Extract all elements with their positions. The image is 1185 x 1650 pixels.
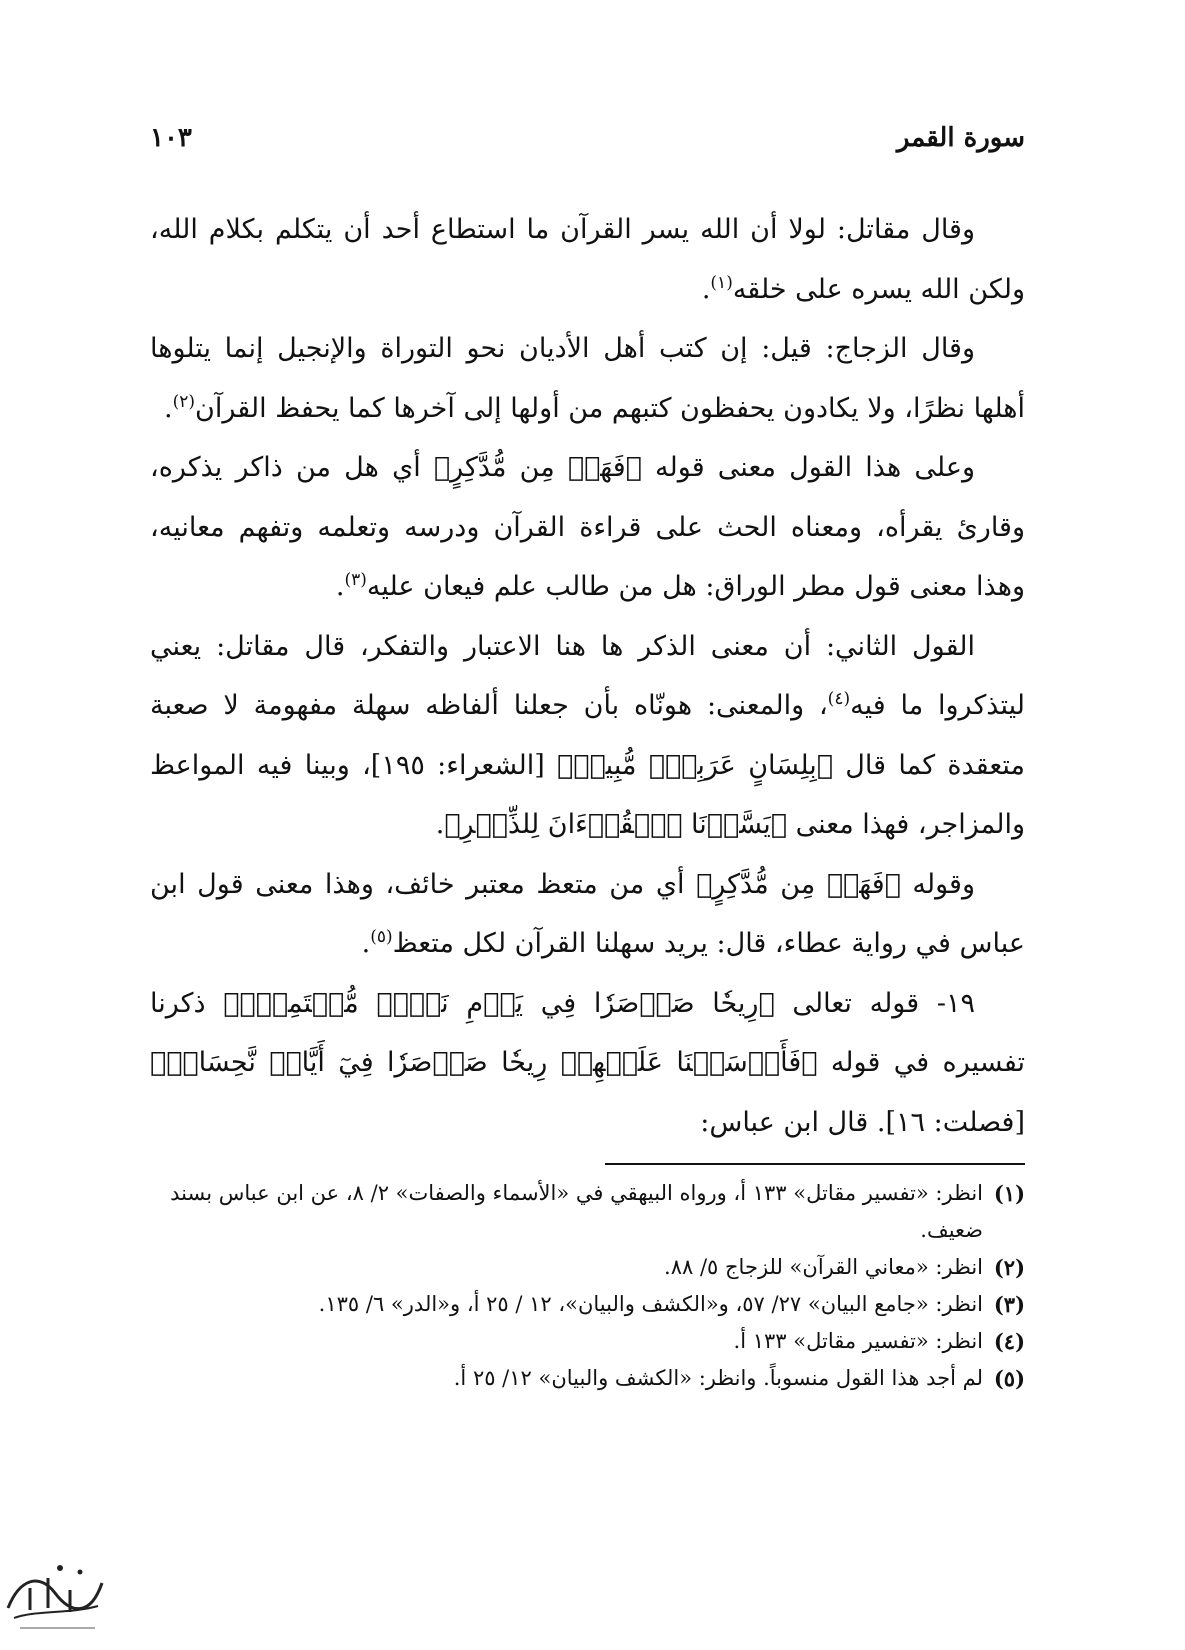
library-logo-icon [0,1548,110,1638]
footnote [150,1323,1025,1360]
paragraph-zajjaj: وقال الزجاج: قيل: إن كتب أهل الأديان نحو التوراة والإنجيل إنما يتلوها أهلها نظرًا، ولا يكادون يحفظون كتبهم من أولها إلى آخرها كما يحفظ القرآن$^{(٢)}$. [150,333,1025,424]
paragraph-meaning: وعلى هذا القول معنى قوله ﴿فَهَلۡ مِن مُّدَّكِرٍ﴾ أي هل من ذاكر يذكره، وقارئ يقرأه، ومعناه الحث على قراءة القرآن ودرسه وتعلمه وتفهم معانيه، وهذا معنى قول مطر الوراق: هل من طالب علم فيعان عليه$^{(٣)}$. [150,452,1025,602]
page-number: ١٠٣ [150,123,192,153]
surah-title: سورة القمر [896,123,1025,153]
note-marker-1: (١) [710,272,733,293]
footnote-number: (٤) [993,1329,1025,1354]
footnote-text: انظر: «تفسير مقاتل» ١٣٣ أ، ورواه البيهقي في «الأسماء والصفات» ٢/ ٨، عن ابن عباس بسند ضعيف. [170,1181,983,1242]
paragraph-muqatil: وقال مقاتل: لولا أن الله يسر القرآن ما استطاع أحد أن يتكلم بكلام الله، ولكن الله يسره على خلقه$^{(١)}$. [150,214,1025,305]
footnote-separator [605,1163,1025,1165]
note-marker-2: (٢) [172,391,196,412]
footnotes [150,1175,1025,1397]
footnote-text: انظر: «معاني القرآن» للزجاج ٥/ ٨٨. [664,1255,983,1279]
footnote [150,1360,1025,1397]
footnote-text: انظر: «جامع البيان» ٢٧/ ٥٧، و«الكشف والبيان»، ١٢ / ٢٥ أ، و«الدر» ٦/ ١٣٥. [318,1292,983,1316]
footnote-text: لم أجد هذا القول منسوباً. وانظر: «الكشف والبيان» ١٢/ ٢٥ أ. [453,1366,983,1390]
footnote [150,1175,1025,1249]
footnote [150,1249,1025,1286]
note-marker-5: (٥) [370,927,393,947]
paragraph-verse-19: ١٩- قوله تعالى ﴿رِيحٗا صَرۡصَرٗا فِي يَوۡمِ نَحۡسٖ مُّسۡتَمِرّٖ﴾ ذكرنا تفسيره في قوله ﴿فَأَرۡسَلۡنَا عَلَيۡهِمۡ رِيحٗا صَرۡصَرٗا فِيٓ أَيَّامٖ نَّحِسَاتٖ﴾ [فصلت: ١٦]. قال ابن عباس: [150,987,1025,1138]
note-marker-3: (٣) [344,570,367,590]
main-text [150,200,1025,1152]
paragraph-second-view: القول الثاني: أن معنى الذكر ها هنا الاعتبار والتفكر، قال مقاتل: يعني ليتذكروا ما فيه$^{(٤)}$، والمعنى: هونّاه بأن جعلنا ألفاظه سهلة مفهومة لا صعبة متعقدة كما قال ﴿بِلِسَانٍ عَرَبِيّٖ مُّبِينٖ﴾ [الشعراء: ١٩٥]، وبينا فيه المواعظ والمزاجر، فهذا معنى ﴿يَسَّرۡنَا ٱلۡقُرۡءَانَ لِلذِّكۡرِ﴾. [150,630,1025,840]
footnote-number: (٢) [993,1255,1025,1280]
footnote-number: (٣) [993,1292,1025,1317]
running-head [150,118,1025,158]
footnote-number: (١) [993,1181,1025,1206]
footnote-text: انظر: «تفسير مقاتل» ١٣٣ أ. [733,1329,983,1353]
note-marker-4: (٤) [827,689,851,709]
footnote-number: (٥) [993,1366,1025,1391]
footnote [150,1286,1025,1323]
paragraph-ibn-abbas: وقوله ﴿فَهَلۡ مِن مُّدَّكِرٍ﴾ أي من متعظ معتبر خائف، وهذا معنى قول ابن عباس في رواية عطاء، قال: يريد سهلنا القرآن لكل متعظ$^{(٥)}$. [150,868,1025,959]
